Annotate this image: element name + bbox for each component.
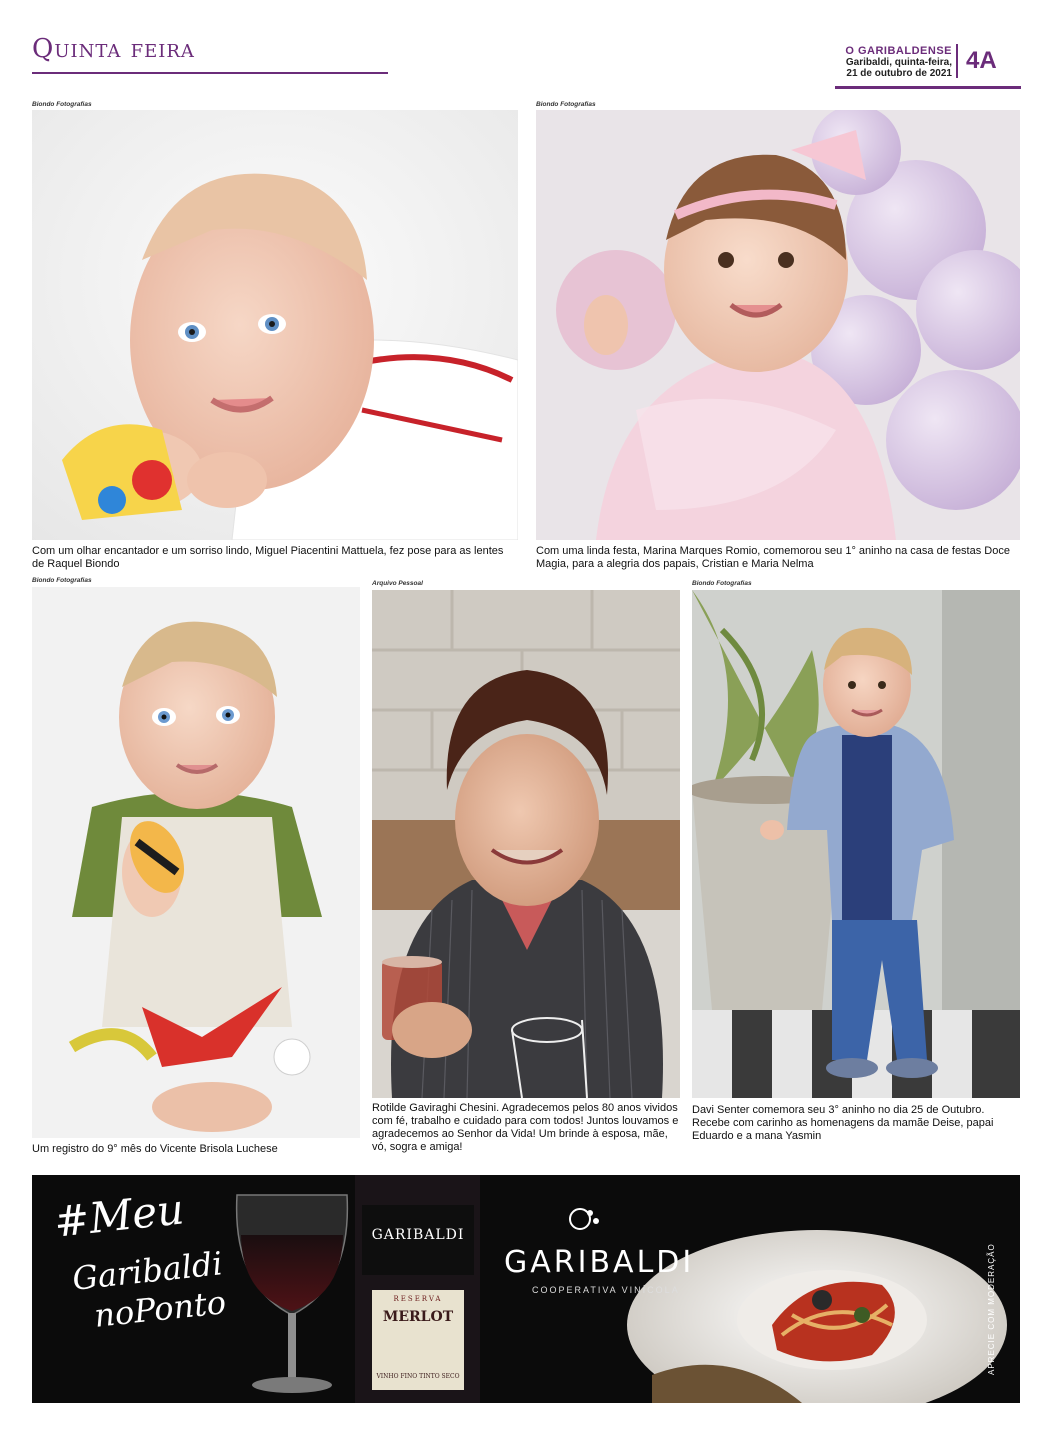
- photo-rotilde: [372, 590, 680, 1098]
- photo-caption: Um registro do 9° mês do Vicente Brisola Luchese: [32, 1143, 278, 1155]
- page-number: 4A: [956, 44, 997, 78]
- bottle-foot: VINHO FINO TINTO SECO: [376, 1373, 460, 1380]
- section-title: Quinta feira: [32, 34, 195, 64]
- bottle-brand: GARIBALDI: [371, 1227, 465, 1243]
- bottle-variety: MERLOT: [382, 1309, 454, 1325]
- masthead: [845, 46, 952, 79]
- photo-vicente: [32, 587, 360, 1138]
- header-rule: [835, 86, 1021, 89]
- newspaper-name: O GARIBALDENSE: [845, 45, 952, 57]
- photo-credit: Biondo Fotografias: [32, 577, 92, 584]
- ad-brand: GARIBALDI: [504, 1245, 695, 1280]
- photo-miguel: [32, 110, 518, 540]
- ad-side-notice: APRECIE COM MODERAÇÃO: [987, 1243, 996, 1375]
- photo-credit: Biondo Fotografias: [692, 580, 752, 587]
- ad-script-line-2: noPonto: [92, 1283, 228, 1335]
- photo-davi: [692, 590, 1020, 1098]
- dateline-2: 21 de outubro de 2021: [846, 68, 952, 79]
- photo-credit: Arquivo Pessoal: [372, 580, 423, 587]
- photo-caption: Rotilde Gaviraghi Chesini. Agradecemos pelos 80 anos vividos com fé, trabalho e cuidado para com todos! Juntos louvamos e agradecemos ao Senhor da Vida! Um brinde à esposa, mãe, vó, sogra e amiga!: [372, 1102, 679, 1153]
- garibaldi-advertisement: [32, 1175, 1020, 1403]
- ad-script-line-1: Garibaldi: [70, 1244, 225, 1298]
- photo-caption: Davi Senter comemora seu 3° aninho no dia 25 de Outubro. Recebe com carinho as homenagens da mamãe Deise, papai Eduardo e a mana Yasmin: [692, 1104, 994, 1142]
- section-rule: [32, 72, 388, 74]
- bottle-reserva: RESERVA: [393, 1295, 443, 1303]
- photo-credit: Biondo Fotografias: [536, 101, 596, 108]
- photo-caption: Com um olhar encantador e um sorriso lindo, Miguel Piacentini Mattuela, fez pose para as lentes de Raquel Biondo: [32, 545, 504, 570]
- photo-credit: Biondo Fotografias: [32, 101, 92, 108]
- photo-marina: [536, 110, 1020, 540]
- dateline-1: Garibaldi, quinta-feira,: [845, 57, 952, 68]
- ad-brand-sub: COOPERATIVA VINÍCOLA: [532, 1285, 680, 1295]
- ad-hashtag: #Meu: [51, 1184, 187, 1247]
- photo-caption: Com uma linda festa, Marina Marques Romio, comemorou seu 1° aninho na casa de festas Doce Magia, para a alegria dos papais, Cristian e Maria Nelma: [536, 545, 1010, 570]
